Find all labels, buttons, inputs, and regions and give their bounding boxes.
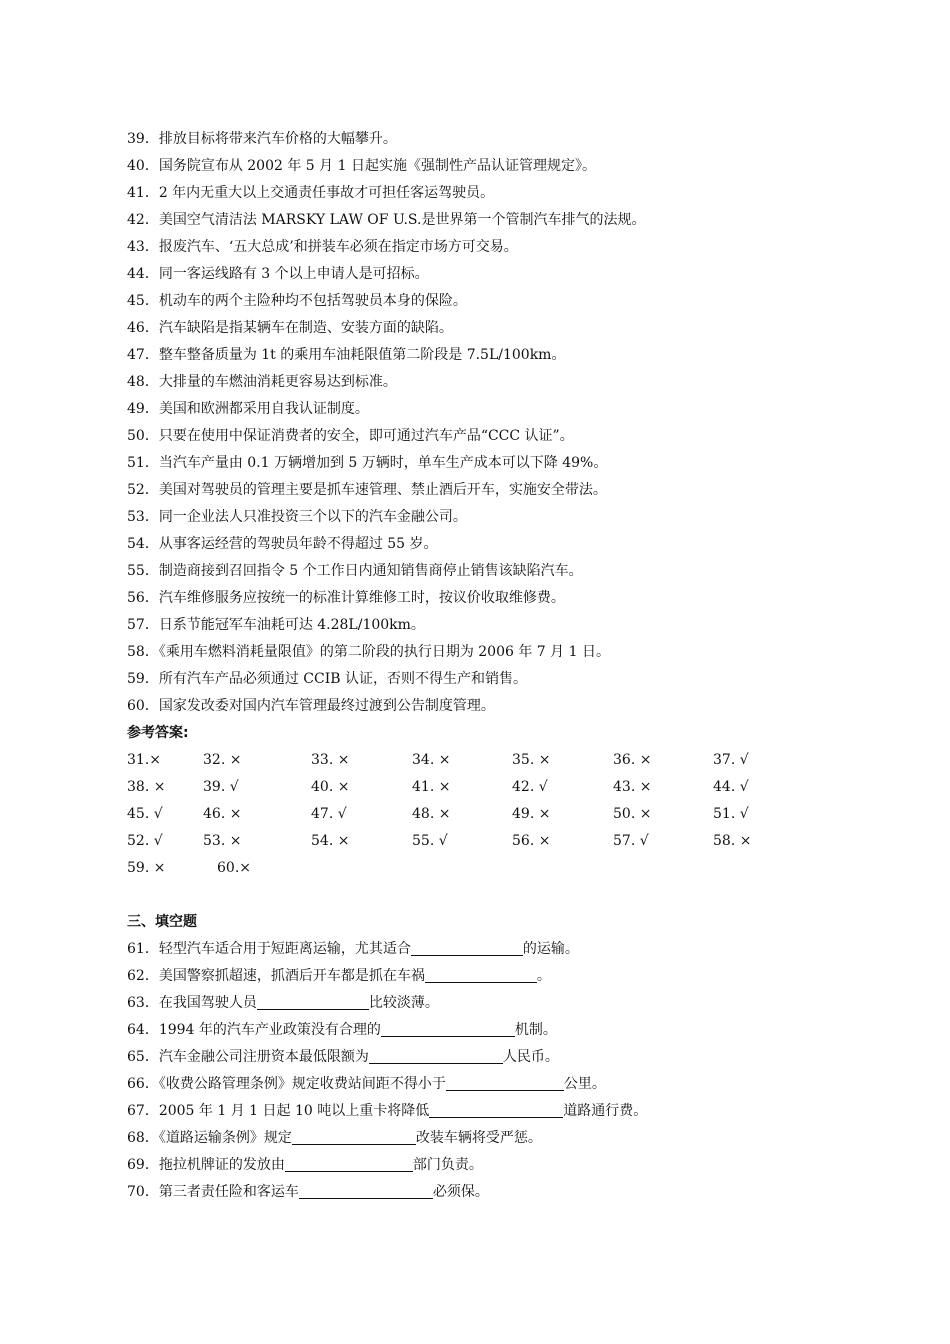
answer-cell: 53. × — [203, 833, 242, 849]
answer-row — [127, 774, 827, 801]
answer-cell: 55. √ — [412, 833, 448, 849]
answer-blank — [292, 1129, 416, 1145]
question-text: 65．汽车金融公司注册资本最低限额为 — [127, 1049, 369, 1065]
answer-cell: 47. √ — [311, 806, 347, 822]
answer-cell: 43. × — [613, 779, 652, 795]
answer-cell: 52. √ — [127, 833, 163, 849]
answer-blank — [425, 967, 537, 983]
question-line: 43．报废汽车、‘五大总成’和拼装车必须在指定市场方可交易。 — [127, 239, 518, 255]
question-text-end: 部门负责。 — [412, 1157, 483, 1173]
answer-cell: 48. × — [412, 806, 451, 822]
question-line: 48．大排量的车燃油消耗更容易达到标准。 — [127, 374, 397, 390]
answer-blank — [381, 1021, 515, 1037]
answer-cell: 49. × — [512, 806, 551, 822]
document-page — [127, 126, 827, 1206]
question-line: 57．日系节能冠军车油耗可达 4.28L/100km。 — [127, 617, 425, 633]
question-text-end: 的运输。 — [522, 941, 579, 957]
question-line: 47．整车整备质量为 1t 的乘用车油耗限值第二阶段是 7.5L/100km。 — [127, 347, 566, 363]
question-text: 69．拖拉机牌证的发放由 — [127, 1157, 285, 1173]
answer-cell: 41. × — [412, 779, 451, 795]
question-line: 52．美国对驾驶员的管理主要是抓车速管理、禁止酒后开车，实施安全带法。 — [127, 482, 607, 498]
answer-row — [127, 747, 827, 774]
question-text-end: 必须保。 — [432, 1184, 489, 1200]
question-line: 42．美国空气清洁法 MARSKY LAW OF U.S.是世界第一个管制汽车排气的法规。 — [127, 212, 646, 228]
answer-cell: 38. × — [127, 779, 166, 795]
fill-in-questions — [127, 936, 827, 1206]
question-text-end: 。 — [536, 968, 551, 984]
answer-cell: 50. × — [613, 806, 652, 822]
answer-cell: 35. × — [512, 752, 551, 768]
question-line: 60．国家发改委对国内汽车管理最终过渡到公告制度管理。 — [127, 698, 495, 714]
answer-cell: 32. × — [203, 752, 242, 768]
question-text-end: 机制。 — [514, 1022, 557, 1038]
question-text-end: 比较淡薄。 — [368, 995, 439, 1011]
question-line: 58．《乘用车燃料消耗量限值》的第二阶段的执行日期为 2006 年 7 月 1 日。 — [127, 644, 610, 660]
fill-question-line — [127, 990, 827, 1017]
question-line: 51．当汽车产量由 0.1 万辆增加到 5 万辆时，单车生产成本可以下降 49%。 — [127, 455, 608, 471]
fill-question-line — [127, 1098, 827, 1125]
answer-cell: 33. × — [311, 752, 350, 768]
fill-question-line — [127, 1044, 827, 1071]
answer-cell: 36. × — [613, 752, 652, 768]
answer-row — [127, 828, 827, 855]
question-line: 54．从事客运经营的驾驶员年龄不得超过 55 岁。 — [127, 536, 438, 552]
answer-cell: 44. √ — [713, 779, 749, 795]
answer-cell: 42. √ — [512, 779, 548, 795]
answer-cell: 51. √ — [713, 806, 749, 822]
question-line: 40．国务院宣布从 2002 年 5 月 1 日起实施《强制性产品认证管理规定》。 — [127, 158, 596, 174]
question-text: 70．第三者责任险和客运车 — [127, 1184, 299, 1200]
fill-question-line — [127, 1179, 827, 1206]
answer-cell: 58. × — [713, 833, 752, 849]
answer-blank — [257, 994, 369, 1010]
answer-blank — [299, 1183, 433, 1199]
answer-key — [127, 747, 827, 882]
answer-cell: 39. √ — [203, 779, 239, 795]
question-text: 62．美国警察抓超速，抓酒后开车都是抓在车祸 — [127, 968, 425, 984]
answers-title: 参考答案: — [127, 725, 189, 741]
answer-cell: 31.× — [127, 752, 161, 768]
question-text: 66．《收费公路管理条例》规定收费站间距不得小于 — [127, 1076, 446, 1092]
answer-blank — [446, 1075, 564, 1091]
answer-blank — [411, 940, 523, 956]
fill-question-line — [127, 1125, 827, 1152]
question-line: 56．汽车维修服务应按统一的标准计算维修工时，按议价收取维修费。 — [127, 590, 565, 606]
question-text: 67．2005 年 1 月 1 日起 10 吨以上重卡将降低 — [127, 1103, 430, 1119]
question-text: 64．1994 年的汽车产业政策没有合理的 — [127, 1022, 381, 1038]
question-text-end: 公里。 — [563, 1076, 606, 1092]
answer-cell: 56. × — [512, 833, 551, 849]
question-text-end: 人民币。 — [502, 1049, 559, 1065]
fill-question-line — [127, 1017, 827, 1044]
fill-question-line — [127, 1071, 827, 1098]
answer-cell: 34. × — [412, 752, 451, 768]
question-text-end: 道路通行费。 — [563, 1103, 648, 1119]
question-line: 49．美国和欧洲都采用自我认证制度。 — [127, 401, 369, 417]
question-line: 45．机动车的两个主险种均不包括驾驶员本身的保险。 — [127, 293, 467, 309]
question-line: 50．只要在使用中保证消费者的安全，即可通过汽车产品“CCC 认证”。 — [127, 428, 574, 444]
answer-cell: 60.× — [217, 860, 251, 876]
answer-row — [127, 801, 827, 828]
answer-blank — [429, 1102, 563, 1118]
answer-cell: 45. √ — [127, 806, 163, 822]
answer-cell: 59. × — [127, 860, 166, 876]
question-text: 63．在我国驾驶人员 — [127, 995, 257, 1011]
question-text: 61．轻型汽车适合用于短距离运输，尤其适合 — [127, 941, 411, 957]
answer-cell: 57. √ — [613, 833, 649, 849]
question-line: 59．所有汽车产品必须通过 CCIB 认证，否则不得生产和销售。 — [127, 671, 527, 687]
question-line: 41．2 年内无重大以上交通责任事故才可担任客运驾驶员。 — [127, 185, 495, 201]
answer-cell: 37. √ — [713, 752, 749, 768]
true-false-questions — [127, 126, 827, 720]
fill-question-line — [127, 936, 827, 963]
answer-cell: 40. × — [311, 779, 350, 795]
question-text-end: 改装车辆将受严惩。 — [415, 1130, 542, 1146]
question-line: 46．汽车缺陷是指某辆车在制造、安装方面的缺陷。 — [127, 320, 453, 336]
fill-question-line — [127, 963, 827, 990]
answer-row — [127, 855, 827, 882]
question-line: 55．制造商接到召回指令 5 个工作日内通知销售商停止销售该缺陷汽车。 — [127, 563, 583, 579]
section-title: 三、填空题 — [127, 914, 197, 930]
answer-blank — [369, 1048, 503, 1064]
answer-cell: 46. × — [203, 806, 242, 822]
question-line: 53．同一企业法人只准投资三个以下的汽车金融公司。 — [127, 509, 467, 525]
answer-cell: 54. × — [311, 833, 350, 849]
fill-question-line — [127, 1152, 827, 1179]
question-line: 39．排放目标将带来汽车价格的大幅攀升。 — [127, 131, 397, 147]
answer-blank — [285, 1156, 413, 1172]
question-text: 68．《道路运输条例》规定 — [127, 1130, 292, 1146]
question-line: 44．同一客运线路有 3 个以上申请人是可招标。 — [127, 266, 429, 282]
